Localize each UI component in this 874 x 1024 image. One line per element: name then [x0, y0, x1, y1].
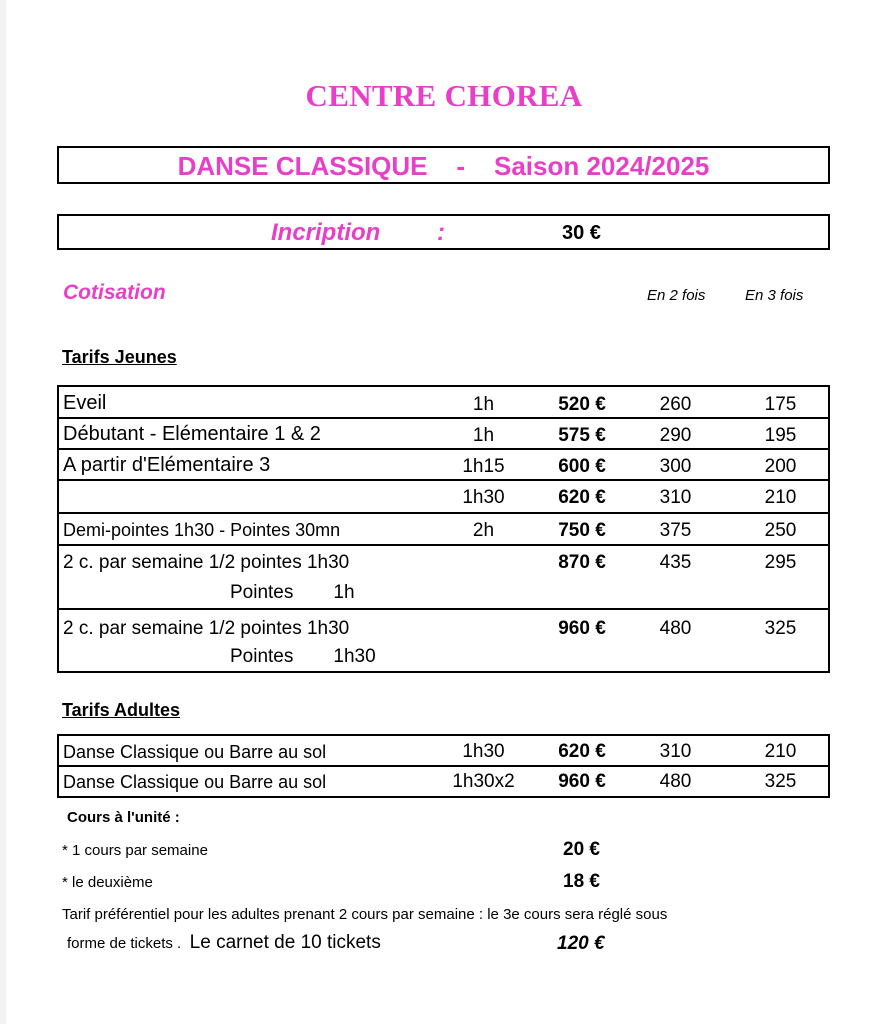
course-name: Eveil: [63, 392, 107, 414]
price-3-payments: 325: [733, 766, 828, 796]
course-price: 960 €: [546, 766, 618, 796]
adult-preferential-note: Tarif préférentiel pour les adultes prenant 2 cours par semaine : le 3e cours sera réglé sous: [62, 906, 668, 923]
price-3-payments: 210: [733, 480, 828, 513]
ticket-book-label: Le carnet de 10 tickets: [189, 932, 381, 953]
course-sub-duration: 1h: [333, 582, 355, 603]
course-name: Danse Classique ou Barre au sol: [59, 766, 421, 796]
course-sub-label: Pointes: [230, 646, 294, 667]
adult-rates-heading: Tarifs Adultes: [62, 700, 181, 720]
ticket-book-price: 120 €: [557, 933, 605, 954]
adult-rates-table: [59, 736, 828, 796]
price-2-payments: 260: [659, 394, 692, 415]
page-title: CENTRE CHOREA: [305, 78, 583, 113]
price-3-payments: 195: [733, 418, 828, 449]
price-2-payments: 310: [659, 741, 692, 762]
course-duration: 2h: [421, 513, 546, 545]
single-class-heading: Cours à l'unité :: [67, 809, 180, 826]
course-sub-duration: 1h30: [333, 646, 376, 667]
price-2-payments: 300: [618, 449, 733, 480]
course-duration: 1h: [421, 418, 546, 449]
season-label: Saison 2024/2025: [494, 151, 710, 181]
course-name: Danse Classique ou Barre au sol: [63, 742, 327, 762]
course-duration: 1h30x2: [421, 766, 546, 796]
table-row: [59, 545, 828, 609]
course-price: 600 €: [546, 449, 618, 480]
table-row: [59, 513, 828, 545]
course-duration: 1h15: [421, 449, 546, 480]
course-price: 960 €: [546, 609, 618, 672]
price-3-payments: 250: [733, 513, 828, 545]
course-name: 2 c. par semaine 1/2 pointes 1h30: [63, 618, 350, 639]
price-3-payments: 210: [764, 741, 797, 762]
table-row: [59, 387, 828, 418]
course-price: 520 €: [558, 394, 606, 415]
single-class-price-1: 20 €: [563, 839, 600, 860]
inscription-colon: :: [437, 219, 445, 246]
inscription-label: Incription: [271, 219, 381, 246]
course-duration: 1h30: [462, 741, 505, 762]
ticket-book-line: [67, 932, 381, 954]
course-price: 750 €: [546, 513, 618, 545]
table-row: [59, 736, 828, 766]
table-row: [59, 449, 828, 480]
course-sub-label: Pointes: [230, 582, 294, 603]
course-name-cell: [59, 609, 421, 672]
course-name: 2 c. par semaine 1/2 pointes 1h30: [63, 552, 350, 573]
inscription-box: [57, 214, 830, 250]
price-2-payments: 435: [618, 545, 733, 609]
course-price: 575 €: [546, 418, 618, 449]
course-subline: [63, 574, 421, 608]
inscription-price: 30 €: [562, 222, 601, 244]
price-2-payments: 480: [618, 609, 733, 672]
course-name: Demi-pointes 1h30 - Pointes 30mn: [59, 513, 421, 545]
table-row: [59, 418, 828, 449]
ticket-note: forme de tickets .: [67, 935, 182, 952]
single-class-price-2: 18 €: [563, 871, 600, 892]
discipline-label: DANSE CLASSIQUE: [177, 151, 428, 181]
season-heading: [59, 151, 828, 182]
table-row: [59, 766, 828, 796]
course-name-cell: [59, 545, 421, 609]
column-header-2-payments: En 2 fois: [647, 287, 706, 304]
single-class-line-2: * le deuxième: [62, 874, 153, 891]
course-duration: [421, 545, 546, 609]
price-2-payments: 480: [618, 766, 733, 796]
price-2-payments: 375: [618, 513, 733, 545]
youth-rates-heading: Tarifs Jeunes: [62, 347, 177, 367]
single-class-line-1: * 1 cours par semaine: [62, 842, 208, 859]
course-duration: [421, 609, 546, 672]
column-header-3-payments: En 3 fois: [745, 287, 804, 304]
course-duration: 1h: [472, 394, 495, 415]
price-2-payments: 310: [618, 480, 733, 513]
course-price: 620 €: [546, 480, 618, 513]
price-3-payments: 175: [764, 394, 797, 415]
table-row: [59, 480, 828, 513]
course-name: Débutant - Elémentaire 1 & 2: [59, 418, 421, 449]
table-row: [59, 609, 828, 672]
price-3-payments: 295: [733, 545, 828, 609]
season-dash: -: [456, 151, 466, 181]
course-price: 870 €: [546, 545, 618, 609]
course-price: 620 €: [558, 741, 606, 762]
course-subline: [63, 640, 421, 672]
season-banner: [57, 146, 830, 184]
cotisation-heading: Cotisation: [63, 281, 166, 304]
course-duration: 1h30: [421, 480, 546, 513]
page-edge: [0, 0, 6, 1024]
price-3-payments: 325: [733, 609, 828, 672]
youth-rates-table: [59, 387, 828, 672]
course-name: A partir d'Elémentaire 3: [59, 449, 421, 480]
price-2-payments: 290: [618, 418, 733, 449]
price-3-payments: 200: [733, 449, 828, 480]
course-name: [59, 480, 421, 513]
